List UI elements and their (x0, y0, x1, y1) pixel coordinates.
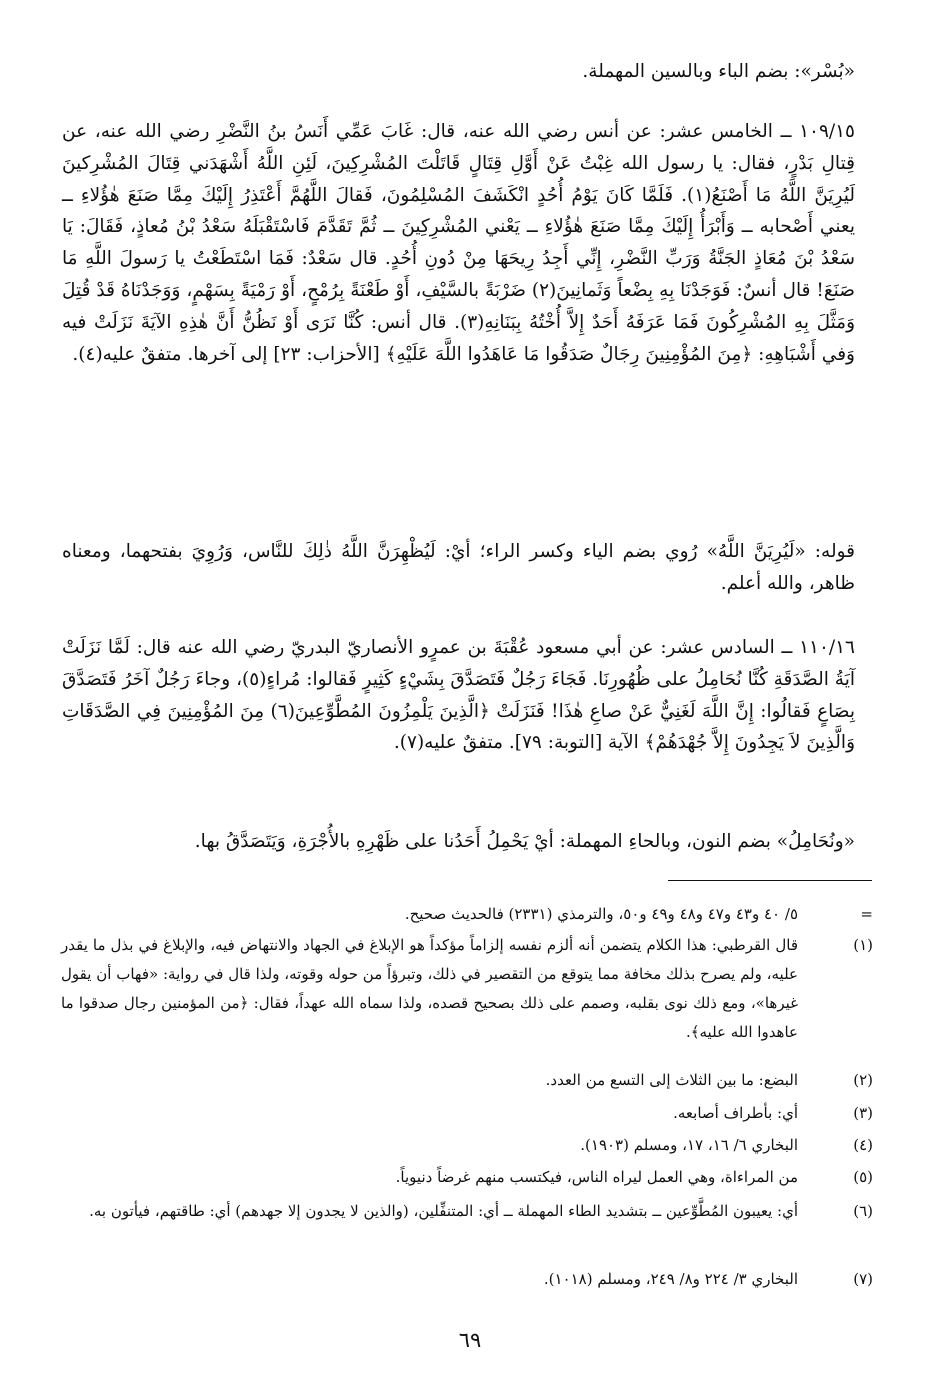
footnote-number: (٦) (853, 1202, 873, 1220)
footnote-text: البخاري ٣/ ٢٢٤ و٨/ ٢٤٩، ومسلم (١٠١٨). (543, 1270, 798, 1288)
hadith-15-commentary: قوله: «لَيُرِيَنَّ اللَّهُ» رُوي بضم الياء وكسر الراء؛ أيْ: لَيُظْهِرَنَّ اللَّهُ ذٰلِكَ للنَّاس، وَرُوِيَ بفتحهما، ومعناه ظاهر، والله أعلم. (62, 541, 855, 594)
footnote-text: أي: يعيبون المُطَّوِّعين ــ بتشديد الطاء المهملة ــ أي: المتنفِّلين، (والذين لا يجدون إلا جهدهم) أي: طاقتهم، فيأتون به. (89, 1202, 798, 1220)
footnote-text: قال القرطبي: هذا الكلام يتضمن أنه ألزم نفسه إلزاماً مؤكداً هو الإبلاغ في الجهاد والانتهاض فيه، والإبلاغ في بذل ما يقدر عليه، ولم يصرح بذلك مخافة مما يتوقع من التقصير في ذلك، وتبرؤاً من حوله وقوته، ولذا قال في رواية: «فهاب أن يقول غيرها»، ومع ذلك نوى بقلبه، وصمم على ذلك بصحيح قصده، ولذا سماه الله عهداً، فقال: ﴿من المؤمنين رجال صدقوا ما عاهدوا الله عليه﴾. (61, 936, 798, 1041)
footnote-text: من المراءاة، وهي العمل ليراه الناس، فيكتسب منهم غرضاً دنيوياً. (395, 1168, 798, 1186)
footnote-6 (61, 1197, 873, 1226)
page-number: ٦٩ (458, 1328, 482, 1352)
footnote-divider (668, 880, 872, 881)
footnote-number: (٧) (853, 1270, 873, 1288)
footnote-2 (61, 1066, 873, 1095)
footnote-carryover-marker: = (860, 905, 873, 923)
footnote-number: (٢) (853, 1071, 873, 1089)
hadith-16-commentary: «ونُحَامِلُ» بضم النون، وبالحاءِ المهملة: أيْ يَحْمِلُ أَحَدُنا على ظَهْرِهِ بالأُجْرَةِ، وَيَتَصَدَّقُ بها. (194, 831, 855, 852)
footnote-1 (61, 931, 873, 1047)
footnote-carryover-text: ٥/ ٤٠ و٤٣ و٤٧ و٤٨ و٤٩ و٥٠، والترمذي (٢٣٣١) فالحديث صحيح. (404, 905, 798, 923)
footnote-number: (٣) (853, 1104, 873, 1122)
footnote-4 (61, 1131, 873, 1160)
footnote-3 (61, 1099, 873, 1128)
footnote-text: البخاري ٦/ ١٦، ١٧، ومسلم (١٩٠٣). (580, 1136, 798, 1154)
footnote-5 (61, 1163, 873, 1192)
footnote-carryover (61, 900, 873, 929)
footnote-number: (٥) (853, 1168, 873, 1186)
hadith-16-paragraph: ١١٠/١٦ ــ السادس عشر: عن أبي مسعود عُقْبَةَ بن عمرٍو الأنصاريّ البدريّ رضي الله عنه قال: لَمَّا نَزَلَتْ آيَةُ الصَّدَقَةِ كُنَّا نُحَامِلُ على ظُهُورِنَا. فَجَاءَ رَجُلٌ فَتَصَدَّقَ بِشَيْءٍ كَثِيرٍ فَقالوا: مُراءٍ(٥)، وجاءَ رَجُلٌ آخَرُ فَتَصَدَّقَ بِصَاعٍ فَقالُوا: إِنَّ اللَّهَ لَغَنِيٌّ عَنْ صاعِ هٰذَا! فَنَزَلَتْ ﴿الَّذِينَ يَلْمِزُونَ المُطَّوِّعِينَ(٦) مِنَ المُؤْمِنِينَ فِي الصَّدَقَاتِ وَالَّذِينَ لاَ يَجِدُونَ إِلاَّ جُهْدَهُمْ﴾ الآية [التوبة: ٧٩]. متفقٌ عليه(٧). (62, 637, 855, 754)
footnote-number: (٤) (853, 1136, 873, 1154)
hadith-15-paragraph: ١٠٩/١٥ ــ الخامس عشر: عن أنس رضي الله عنه، قال: غَابَ عَمِّي أَنَسُ بنُ النَّضْرِ رضي الله عنه، عن قِتالِ بَدْرٍ، فقال: يا رسول الله غِبْتُ عَنْ أَوَّلِ قِتَالٍ قَاتَلْتَ المُشْرِكِينَ، لَئِنِ اللَّهُ أَشْهَدَني قِتَالَ المُشْرِكينَ لَيُرِيَنَّ اللَّهُ مَا أَصْنَعُ(١). فَلَمَّا كَانَ يَوْمُ أُحُدٍ انْكَشَفَ المُسْلِمُونَ، فَقالَ اللَّهُمَّ أَعْتَذِرُ إِلَيْكَ مِمَّا صَنَعَ هٰؤُلاءِ ــ يعني أَصْحابه ــ وَأَبْرَأُ إِلَيْكَ مِمَّا صَنَعَ هٰؤُلاءِ ــ يَعْني المُشْرِكِينَ ــ ثُمَّ تَقَدَّمَ فَاسْتَقْبَلَهُ سَعْدُ بْنُ مُعاذٍ، فَقَالَ: يَا سَعْدُ بْنَ مُعَاذٍ الجَنَّةُ وَرَبِّ النَّضْرِ، إِنِّي أَجِدُ رِيحَهَا مِنْ دُونِ أُحُدٍ. قال سَعْدٌ: فَمَا اسْتَطَعْتُ يا رَسولَ اللَّهِ مَا صَنَعَ! قال أنسٌ: فَوَجَدْنَا بِهِ بِضْعاً وَثَمانِينَ(٢) ضَرْبَةً بالسَّيْفِ، أَوْ طَعْنَةً بِرُمْحٍ، أَوْ رَمْيَةً بِسَهْمٍ، وَوَجَدْنَاهُ قَدْ قُتِلَ وَمَثَّلَ بِهِ المُشْرِكُونَ فَمَا عَرَفَهُ أَحَدٌ إِلاَّ أُخْتُهُ بِبَنَانِهِ(٣). قال أنس: كُنَّا نَرَى أَوْ نَظُنُّ أَنَّ هٰذِهِ الآيَةَ نَزَلَتْ فيه وَفي أَشْبَاهِهِ: ﴿مِنَ المُؤْمِنِينَ رِجَالٌ صَدَقُوا مَا عَاهَدُوا اللَّهَ عَلَيْهِ﴾ [الأحزاب: ٢٣] إلى آخرها. متفقٌ عليه(٤). (62, 121, 856, 365)
footnote-7 (61, 1265, 873, 1294)
header-note: «بُسْر»: بضم الباء وبالسين المهملة. (582, 61, 855, 82)
footnote-text: البضع: ما بين الثلاث إلى التسع من العدد. (545, 1071, 798, 1089)
footnote-text: أي: بأطراف أصابعه. (673, 1104, 798, 1122)
footnote-number: (١) (853, 936, 873, 954)
